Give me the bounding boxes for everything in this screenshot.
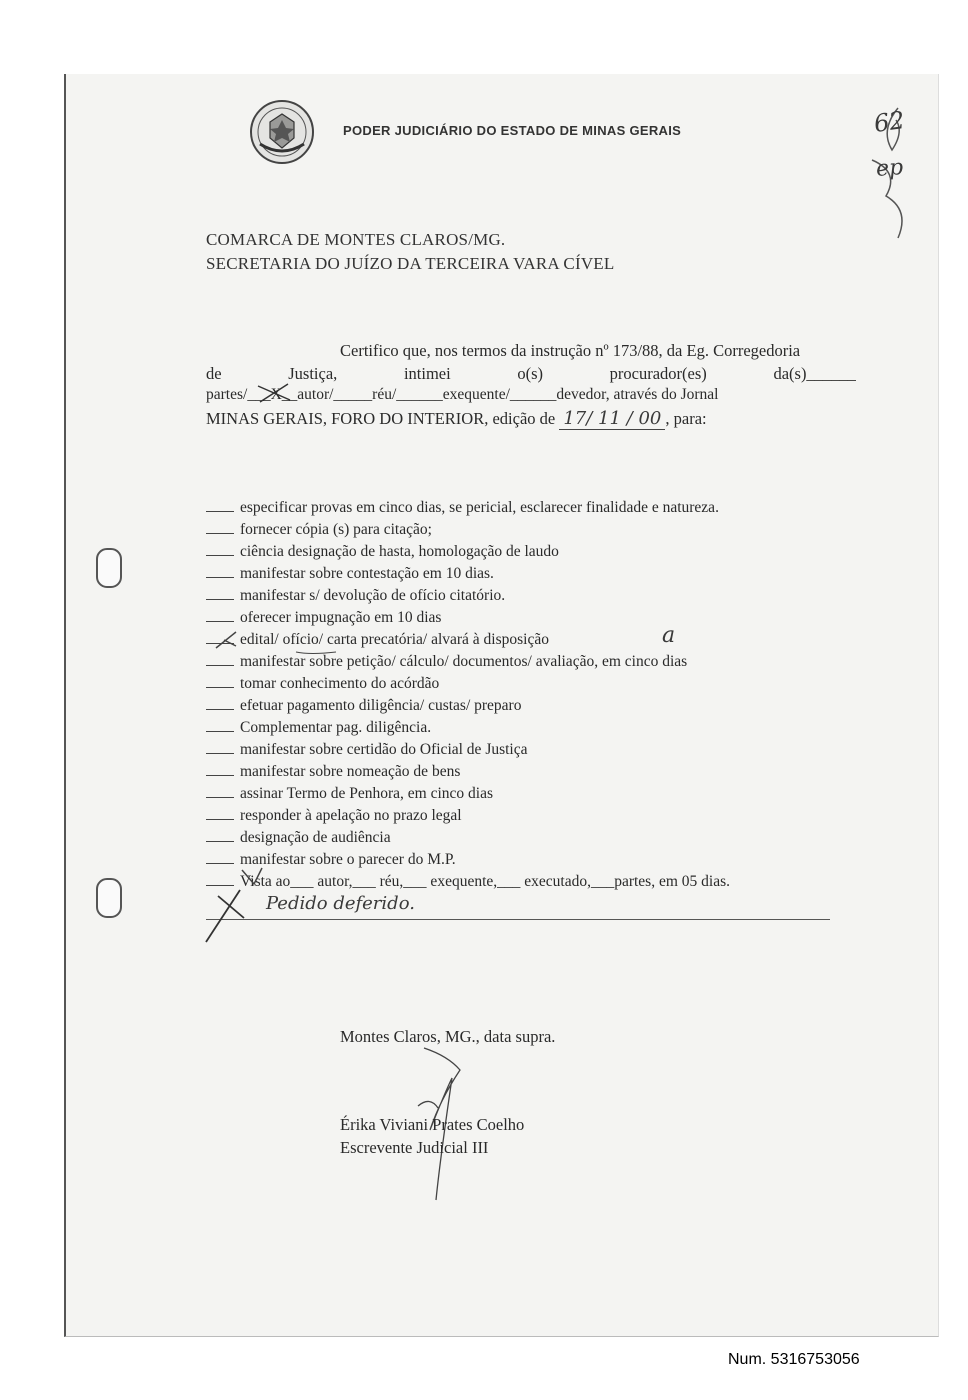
line-4-prefix: MINAS GERAIS, FORO DO INTERIOR, edição de <box>206 409 556 428</box>
signer-name: Érika Viviani Prates Coelho <box>340 1115 525 1134</box>
signer-role: Escrevente Judicial III <box>340 1138 489 1157</box>
list-item: designação de audiência <box>206 827 830 849</box>
x-mark-vista <box>242 868 262 884</box>
document-number: Num. 5316753056 <box>728 1351 860 1368</box>
word: intimei <box>403 364 451 383</box>
word: da(s)______ <box>773 364 856 383</box>
underline-oficio <box>296 652 336 654</box>
list-item: responder à apelação no prazo legal <box>206 805 830 827</box>
list-item: manifestar sobre o parecer do M.P. <box>206 849 830 871</box>
x-mark-autor <box>258 384 290 402</box>
secretaria-line: SECRETARIA DO JUÍZO DA TERCEIRA VARA CÍVEL <box>206 254 615 273</box>
handwritten-deferred: Pedido deferido. <box>266 893 415 914</box>
list-item: Complementar pag. diligência. <box>206 717 830 739</box>
edition-date: 17/ 11 / 00 <box>559 408 665 430</box>
list-item: fornecer cópia (s) para citação; <box>206 519 830 541</box>
word: procurador(es) <box>609 364 707 383</box>
margin-page-number: 62 <box>872 106 907 138</box>
list-item: efetuar pagamento diligência/ custas/ preparo <box>206 695 830 717</box>
place-date-line: Montes Claros, MG., data supra. <box>340 1027 556 1046</box>
list-item: assinar Termo de Penhora, em cinco dias <box>206 783 830 805</box>
header-title: PODER JUDICIÁRIO DO ESTADO DE MINAS GERAIS <box>343 123 682 138</box>
word: o(s) <box>517 364 544 383</box>
x-mark-deferred <box>206 890 244 942</box>
word: de <box>206 364 222 383</box>
list-item: especificar provas em cinco dias, se pericial, esclarecer finalidade e natureza. <box>206 497 830 519</box>
comarca-line: COMARCA DE MONTES CLAROS/MG. <box>206 230 506 249</box>
list-item-checked: edital/ ofício/ carta precatória/ alvará à disposição a <box>206 629 830 651</box>
list-item: manifestar sobre contestação em 10 dias. <box>206 563 830 585</box>
handwritten-note: a <box>662 623 676 648</box>
list-item: oferecer impugnação em 10 dias <box>206 607 830 629</box>
list-item: manifestar sobre nomeação de bens <box>206 761 830 783</box>
list-item: ciência designação de hasta, homologação de laudo <box>206 541 830 563</box>
list-item: manifestar sobre certidão do Oficial de Justiça <box>206 739 830 761</box>
list-item-vista: Vista ao___ autor,___ réu,___ exequente,___ executado,___partes, em 05 dias. <box>206 871 830 893</box>
list-item: manifestar s/ devolução de ofício citatório. <box>206 585 830 607</box>
list-item: manifestar sobre petição/ cálculo/ documentos/ avaliação, em cinco dias <box>206 651 830 673</box>
certificate-line-3: partes/___X__autor/_____réu/______exequente/______devedor, através do Jornal <box>206 386 719 403</box>
certificate-line-1: Certifico que, nos termos da instrução nº 173/88, da Eg. Corregedoria <box>340 341 801 360</box>
line-4-suffix: , para: <box>665 409 707 428</box>
list-item: tomar conhecimento do acórdão <box>206 673 830 695</box>
check-mark-edital <box>216 632 236 648</box>
margin-initials: ep <box>875 155 904 182</box>
word: Justiça, <box>288 364 338 383</box>
